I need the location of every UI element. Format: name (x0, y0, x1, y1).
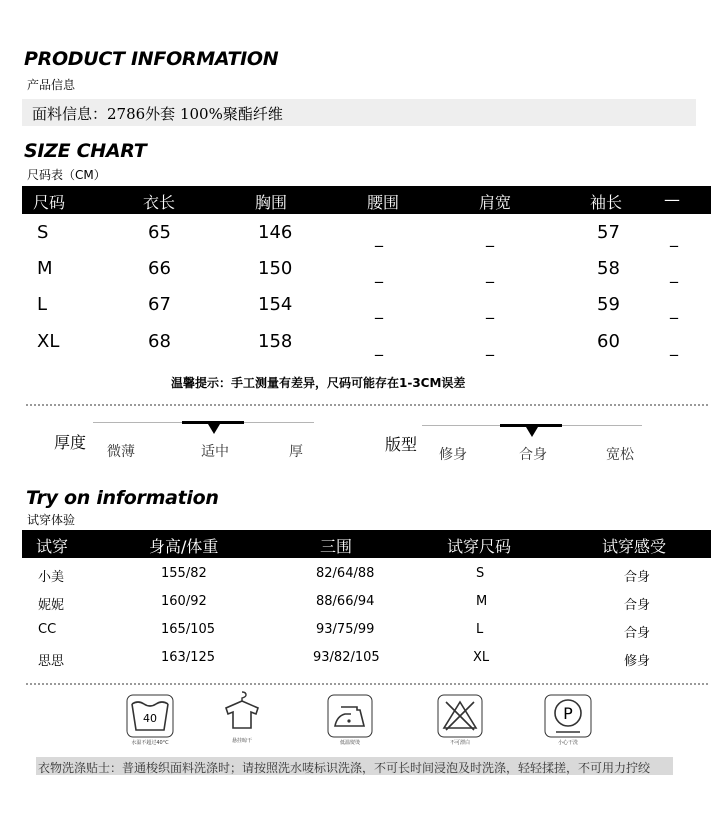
try-cell: 思思 (38, 654, 65, 669)
size-header-cell: 尺码 (33, 193, 66, 212)
scale-label: 宽松 (606, 447, 634, 463)
care-caption: 悬挂晾干 (231, 738, 252, 744)
care-note-text: 衣物洗涤贴士：普通梭织面料洗涤时；请按照洗水唛标识洗涤，不可长时间浸泡及时洗涤，轻轻揉搓，不可用力拧绞 (38, 761, 651, 775)
try-header-cell: 身高/体重 (149, 537, 219, 556)
try-on-title: Try on information (26, 487, 219, 509)
try-cell: S (476, 566, 485, 581)
dotted-divider (26, 404, 708, 406)
care-caption: 不可漂白 (449, 740, 470, 746)
size-cell: _ (486, 337, 494, 356)
fabric-info-bar (22, 99, 696, 126)
size-cell: _ (670, 264, 678, 283)
try-cell: L (476, 622, 484, 637)
scale-title: 厚度 (54, 433, 87, 452)
size-cell: XL (37, 331, 60, 352)
product-info-title: PRODUCT INFORMATION (24, 48, 279, 70)
size-header-cell: 衣长 (143, 193, 176, 212)
hang-dry-icon (220, 690, 264, 734)
try-cell: CC (38, 622, 57, 637)
size-header-cell: 肩宽 (479, 193, 512, 212)
size-cell: 158 (258, 331, 293, 352)
size-cell: 150 (258, 258, 293, 279)
size-cell: 57 (597, 222, 620, 243)
size-cell: _ (670, 337, 678, 356)
size-cell: _ (670, 228, 678, 247)
scale-label: 微薄 (107, 444, 135, 460)
try-cell: 82/64/88 (316, 566, 375, 581)
care-caption: 低温熨烫 (339, 740, 360, 746)
size-cell: S (37, 222, 49, 243)
size-cell: _ (375, 228, 383, 247)
size-header-cell: — (664, 190, 680, 209)
iron-low-icon (327, 694, 373, 742)
size-cell: _ (375, 300, 383, 319)
size-cell: _ (486, 300, 494, 319)
size-chart-title: SIZE CHART (24, 140, 147, 162)
try-header-cell: 试穿尺码 (447, 537, 512, 556)
scale-label: 合身 (519, 447, 547, 463)
measurement-tip: 温馨提示：手工测量有差异，尺码可能存在1-3CM误差 (171, 376, 466, 390)
try-header-cell: 试穿 (36, 537, 69, 556)
scale-label: 修身 (439, 447, 467, 463)
try-on-header (22, 530, 711, 558)
try-cell: 小美 (38, 570, 65, 585)
try-cell: XL (473, 650, 490, 665)
care-caption: 小心干洗 (557, 740, 578, 746)
care-note-bar (36, 757, 673, 775)
try-cell: M (476, 594, 488, 609)
try-cell: 妮妮 (38, 598, 65, 613)
size-cell: 60 (597, 331, 620, 352)
size-cell: _ (375, 337, 383, 356)
wash-40-icon (126, 694, 174, 742)
size-cell: 59 (597, 294, 620, 315)
try-header-cell: 试穿感受 (602, 537, 667, 556)
size-cell: _ (486, 228, 494, 247)
scale-pointer-icon (526, 427, 538, 437)
wash-temp-number: 40 (143, 712, 157, 725)
size-cell: _ (670, 300, 678, 319)
fabric-info-text: 面料信息：2786外套 100%聚酯纤维 (32, 105, 283, 123)
product-info-subtitle: 产品信息 (27, 78, 76, 92)
size-cell: 146 (258, 222, 293, 243)
size-cell: 66 (148, 258, 171, 279)
try-header-cell: 三围 (320, 537, 353, 556)
try-cell: 93/82/105 (313, 650, 380, 665)
size-header-cell: 袖长 (590, 193, 623, 212)
size-header-cell: 腰围 (367, 193, 400, 212)
try-cell: 修身 (624, 654, 651, 669)
try-cell: 93/75/99 (316, 622, 375, 637)
try-cell: 163/125 (161, 650, 216, 665)
size-chart-header (22, 186, 711, 214)
size-cell: 67 (148, 294, 171, 315)
scale-title: 版型 (385, 435, 418, 454)
size-chart-subtitle: 尺码表（CM） (27, 168, 106, 182)
scale-label: 厚 (289, 444, 303, 460)
size-cell: L (37, 294, 48, 315)
size-cell: 68 (148, 331, 171, 352)
size-cell: 58 (597, 258, 620, 279)
try-cell: 88/66/94 (316, 594, 375, 609)
size-cell: _ (486, 264, 494, 283)
care-caption: 水温不超过40°C (131, 740, 169, 746)
scale-pointer-icon (208, 424, 220, 434)
try-cell: 160/92 (161, 594, 207, 609)
try-on-subtitle: 试穿体验 (27, 513, 76, 527)
size-cell: M (37, 258, 53, 279)
size-cell: 65 (148, 222, 171, 243)
try-cell: 165/105 (161, 622, 216, 637)
size-cell: 154 (258, 294, 293, 315)
try-cell: 合身 (624, 626, 651, 641)
scale-label: 适中 (201, 444, 229, 460)
try-cell: 155/82 (161, 566, 207, 581)
dotted-divider (26, 683, 708, 685)
dry-clean-letter: P (563, 704, 573, 723)
no-bleach-icon (437, 694, 483, 742)
size-cell: _ (375, 264, 383, 283)
dry-clean-p-icon (544, 694, 592, 742)
try-cell: 合身 (624, 598, 651, 613)
try-cell: 合身 (624, 570, 651, 585)
size-header-cell: 胸围 (255, 193, 288, 212)
